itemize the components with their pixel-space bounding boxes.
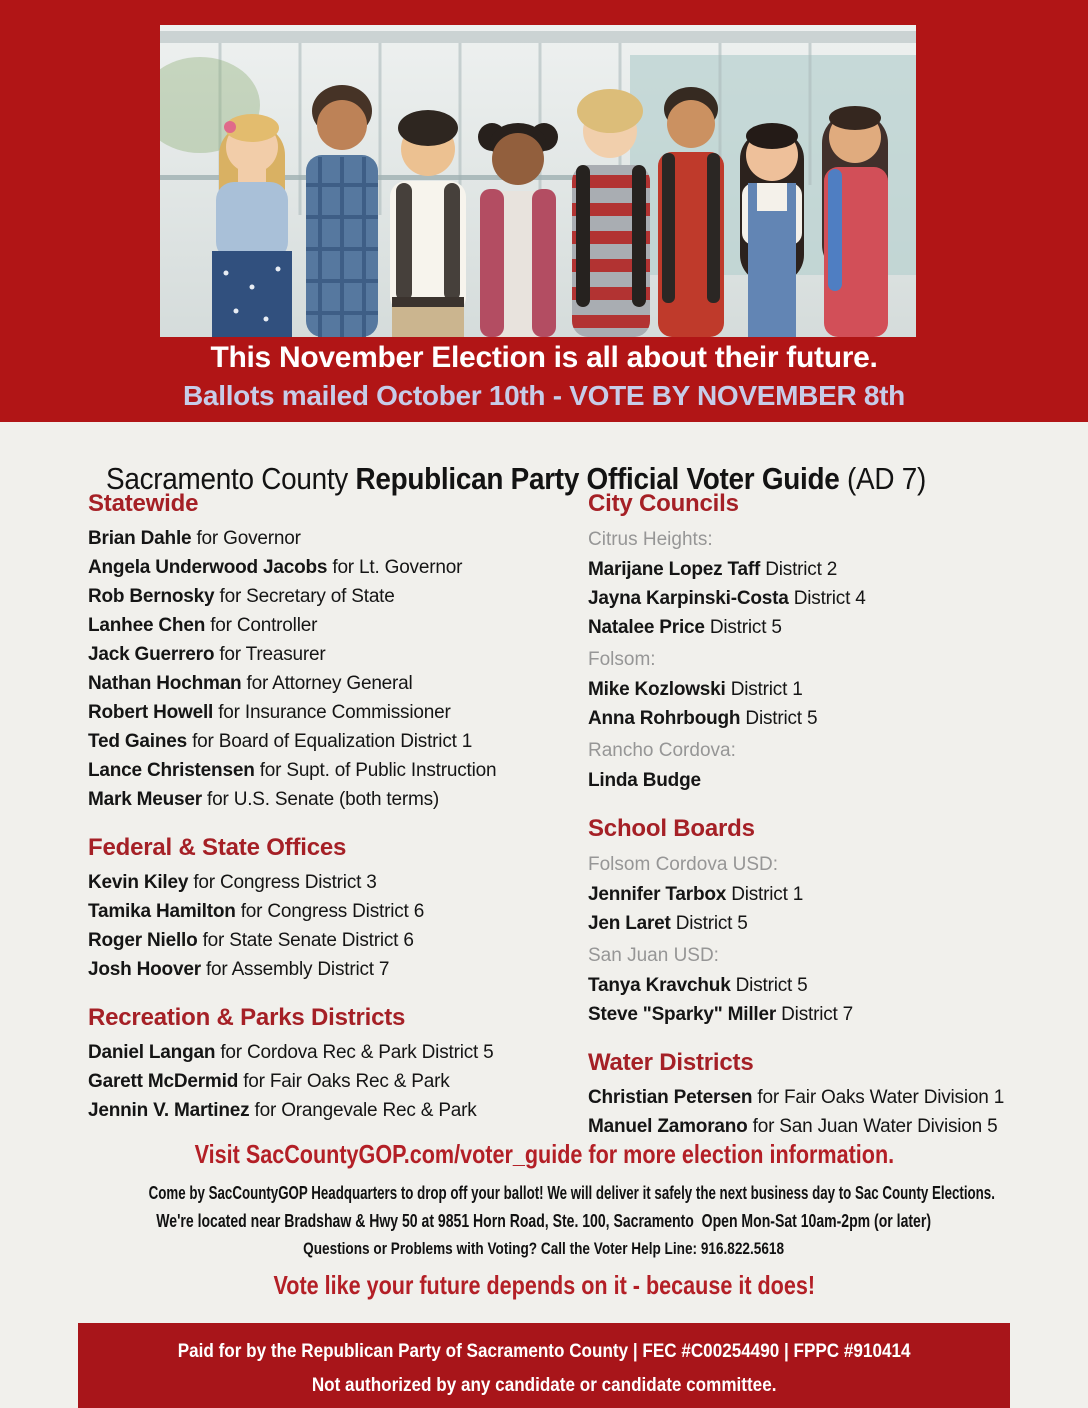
candidate-name: Mike Kozlowski (588, 679, 726, 700)
vote-slogan-row (0, 1270, 1088, 1301)
office-label: District 5 (740, 708, 818, 729)
candidate-line (588, 766, 1084, 795)
paid-disclosure-bar (78, 1323, 1010, 1408)
candidate-name: Josh Hoover (88, 959, 201, 980)
voter-help-line: Questions or Problems with Voting? Call the Voter Help Line: 916.822.5618 (303, 1239, 785, 1258)
section-header-recreation-parks: Recreation & Parks Districts (88, 1004, 406, 1031)
visit-line: Visit SacCountyGOP.com/voter_guide for more election information. (194, 1139, 894, 1169)
office-label: for Treasurer (214, 644, 326, 665)
section-header-school-boards: School Boards (588, 815, 755, 842)
section-header-water-districts: Water Districts (588, 1049, 754, 1076)
office-label: District 5 (670, 913, 748, 934)
section-header-statewide: Statewide (88, 490, 199, 517)
headquarters-info-row (0, 1183, 1088, 1204)
candidate-name: Steve "Sparky" Miller (588, 1004, 777, 1025)
candidate-name: Nathan Hochman (88, 673, 242, 694)
office-label: District 7 (776, 1004, 854, 1025)
office-label: for Supt. of Public Instruction (254, 760, 497, 781)
office-label: District 4 (788, 588, 866, 609)
top-banner (0, 0, 1088, 422)
banner-subheadline: Ballots mailed October 10th - VOTE BY NOVEMBER 8th (183, 380, 905, 411)
candidate-line (88, 1038, 584, 1067)
candidate-line (88, 698, 584, 727)
title-suffix: (AD 7) (839, 461, 926, 496)
candidate-name: Natalee Price (588, 617, 705, 638)
section-federal-state (88, 835, 584, 984)
candidate-line (88, 611, 584, 640)
section-water-districts (588, 1050, 1084, 1141)
candidate-line (88, 582, 584, 611)
candidate-name: Linda Budge (588, 770, 701, 791)
candidate-name: Tanya Kravchuk (588, 975, 731, 996)
candidate-name: Jennifer Tarbox (588, 884, 727, 905)
candidate-name: Jack Guerrero (88, 644, 215, 665)
candidate-name: Lanhee Chen (88, 615, 206, 636)
jurisdiction-label-san-juan-usd: San Juan USD: (588, 945, 719, 966)
section-city-councils (588, 491, 1084, 795)
office-label: for Controller (205, 615, 318, 636)
office-label: for Congress District 6 (235, 901, 425, 922)
candidate-name: Tamika Hamilton (88, 901, 236, 922)
candidate-line (588, 555, 1084, 584)
office-label: for Assembly District 7 (200, 959, 390, 980)
jurisdiction-label-citrus-heights: Citrus Heights: (588, 529, 713, 550)
candidate-name: Lance Christensen (88, 760, 255, 781)
office-label: for Fair Oaks Water Division 1 (752, 1087, 1005, 1108)
candidate-line (588, 909, 1084, 938)
candidate-line (588, 584, 1084, 613)
office-label: for Governor (191, 528, 301, 549)
candidate-line (88, 669, 584, 698)
voter-help-row (0, 1239, 1088, 1259)
office-label: District 5 (704, 617, 782, 638)
candidate-name: Rob Bernosky (88, 586, 215, 607)
candidate-line (88, 926, 584, 955)
office-label: for Congress District 3 (188, 872, 377, 893)
candidate-name: Marijane Lopez Taff (588, 559, 761, 580)
office-label: for Attorney General (241, 673, 413, 694)
office-label: for San Juan Water Division 5 (747, 1116, 998, 1137)
section-school-boards (588, 816, 1084, 1029)
candidate-name: Angela Underwood Jacobs (88, 557, 328, 578)
visit-line-row (0, 1139, 1088, 1170)
jurisdiction-label-folsom-cordova-usd: Folsom Cordova USD: (588, 854, 779, 875)
candidate-name: Mark Meuser (88, 789, 202, 810)
candidate-line (88, 727, 584, 756)
jurisdiction-label-folsom: Folsom: (588, 649, 656, 670)
section-recreation-parks (88, 1005, 584, 1125)
candidate-name: Daniel Langan (88, 1042, 216, 1063)
right-column (588, 491, 1084, 1141)
candidate-line (88, 524, 584, 553)
title-prefix: Sacramento County (105, 461, 356, 496)
candidate-line (88, 785, 584, 814)
section-header-city-councils: City Councils (588, 490, 739, 517)
candidate-line (588, 675, 1084, 704)
banner-headline: This November Election is all about their future. (210, 341, 878, 374)
section-header-federal-state: Federal & State Offices (88, 834, 347, 861)
candidate-name: Roger Niello (88, 930, 198, 951)
candidate-line (588, 880, 1084, 909)
candidate-line (88, 868, 584, 897)
not-authorized-row (78, 1369, 1010, 1403)
children-photo (160, 25, 916, 337)
candidate-line (88, 955, 584, 984)
jurisdiction-label-rancho-cordova: Rancho Cordova: (588, 740, 736, 761)
candidate-line (588, 971, 1084, 1000)
candidate-name: Kevin Kiley (88, 872, 189, 893)
left-column (88, 491, 584, 1125)
candidate-name: Christian Petersen (588, 1087, 753, 1108)
location-info-line: We're located near Bradshaw & Hwy 50 at 9851 Horn Road, Ste. 100, Sacramento Open Mon-Sat 10am-2pm (or later) (156, 1211, 932, 1231)
office-label: District 1 (726, 884, 804, 905)
paid-for-line: Paid for by the Republican Party of Sacramento County | FEC #C00254490 | FPPC #910414 (177, 1341, 911, 1362)
candidate-line (88, 1067, 584, 1096)
candidate-name: Ted Gaines (88, 731, 188, 752)
candidate-line (588, 613, 1084, 642)
candidate-name: Jayna Karpinski-Costa (588, 588, 789, 609)
candidate-line (88, 640, 584, 669)
candidate-name: Jennin V. Martinez (88, 1100, 250, 1121)
office-label: District 2 (760, 559, 838, 580)
candidate-name: Anna Rohrbough (588, 708, 741, 729)
candidate-name: Manuel Zamorano (588, 1116, 748, 1137)
office-label: District 1 (725, 679, 803, 700)
candidate-line (88, 756, 584, 785)
paid-for-row (78, 1335, 1010, 1369)
banner-headline-row (0, 341, 1088, 375)
office-label: for Fair Oaks Rec & Park (238, 1071, 450, 1092)
office-label: for Insurance Commissioner (213, 702, 451, 723)
title-bold: Republican Party Official Voter Guide (355, 461, 840, 496)
location-info-row (0, 1211, 1088, 1232)
candidate-name: Robert Howell (88, 702, 214, 723)
office-label: District 5 (730, 975, 808, 996)
candidate-name: Jen Laret (588, 913, 671, 934)
banner-subheadline-row (0, 380, 1088, 412)
office-label: for State Senate District 6 (197, 930, 414, 951)
candidate-line (588, 1112, 1084, 1141)
vote-slogan: Vote like your future depends on it - because it does! (273, 1270, 815, 1300)
candidate-line (88, 1096, 584, 1125)
office-label: for Lt. Governor (327, 557, 463, 578)
not-authorized-line: Not authorized by any candidate or candidate committee. (311, 1375, 777, 1396)
candidate-line (88, 897, 584, 926)
office-label: for Orangevale Rec & Park (249, 1100, 477, 1121)
candidate-line (88, 553, 584, 582)
office-label: for Secretary of State (214, 586, 395, 607)
office-label: for Board of Equalization District 1 (187, 731, 473, 752)
candidate-line (588, 1000, 1084, 1029)
children-photo-illustration (160, 25, 916, 337)
candidate-name: Garett McDermid (88, 1071, 239, 1092)
headquarters-info-line: Come by SacCountyGOP Headquarters to drop off your ballot! We will deliver it safely the next business day to Sac County Elections. (148, 1183, 995, 1203)
candidate-line (588, 1083, 1084, 1112)
office-label: for U.S. Senate (both terms) (201, 789, 440, 810)
candidate-line (588, 704, 1084, 733)
section-statewide (88, 491, 584, 814)
office-label: for Cordova Rec & Park District 5 (215, 1042, 494, 1063)
candidate-name: Brian Dahle (88, 528, 192, 549)
